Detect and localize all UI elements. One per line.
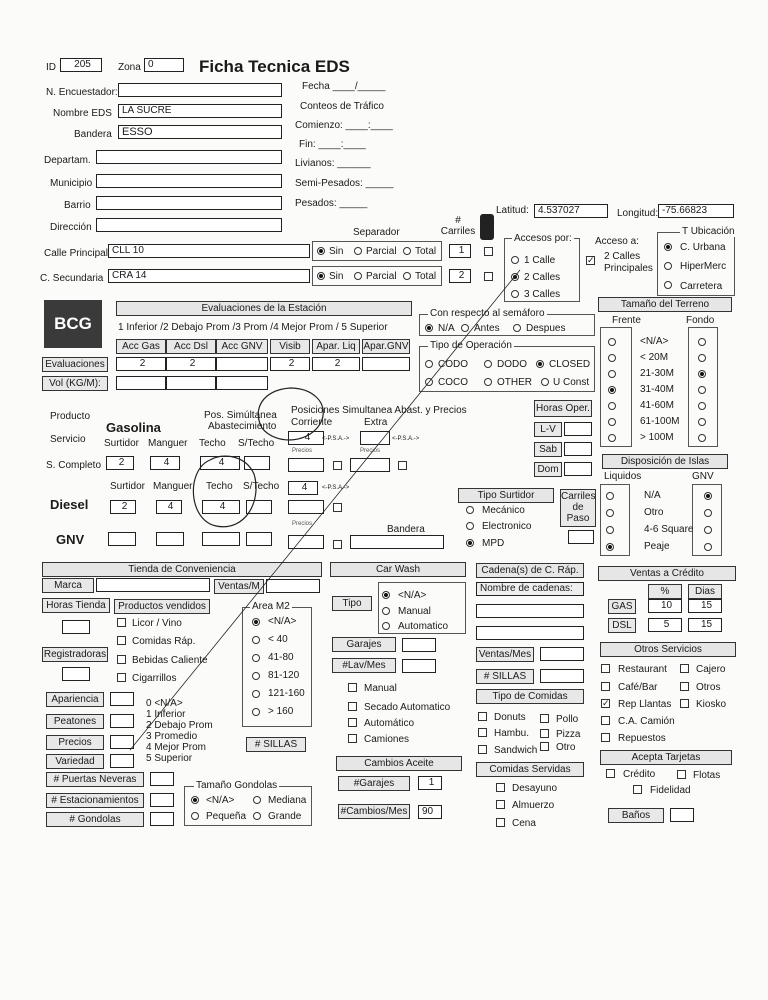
cajero-label: Cajero: [696, 664, 726, 675]
conteos-label: Conteos de Tráfico: [300, 101, 384, 112]
credito-tarjeta-label: Crédito: [623, 769, 656, 780]
nombre-field[interactable]: LA SUCRE: [118, 104, 282, 118]
direccion-label: Dirección: [50, 222, 92, 233]
area-opt-label-5: > 160: [268, 706, 294, 717]
hipermerc-label: HiperMerc: [680, 261, 727, 272]
cafe-label: Café/Bar: [618, 682, 658, 693]
cw-automatico-label: Automático: [364, 718, 415, 729]
apar-gnv-header[interactable]: Apar.GNV: [363, 341, 409, 352]
encuestador-label: N. Encuestador:: [46, 87, 118, 98]
carwash-manual-label: Manual: [398, 606, 431, 617]
evaluaciones-button[interactable]: Evaluaciones: [42, 357, 108, 372]
frente-label: Frente: [612, 315, 641, 326]
dos-calles-checkbox[interactable]: ✓: [587, 255, 595, 265]
psa-label-1: <-P.S.A.->: [322, 436, 350, 442]
registradoras-button[interactable]: Registradoras: [43, 649, 107, 660]
acc-dsl-value[interactable]: 2: [166, 357, 216, 371]
gondolas-title: Tamaño Gondolas: [196, 780, 278, 791]
cw-manual-label: Manual: [364, 683, 397, 694]
variedad-label: Variedad: [46, 754, 104, 769]
acc-gas-header[interactable]: Acc Gas: [116, 339, 166, 354]
puertas-label: # Puertas Neveras: [46, 772, 144, 787]
techo-label-dsl: Techo: [206, 481, 233, 492]
scompleto-label: S. Completo: [46, 460, 102, 471]
flotas-label: Flotas: [693, 770, 721, 781]
tarjetas-title: Acepta Tarjetas: [600, 750, 732, 765]
cadenas-title: Cadena(s) de C. Ráp.: [476, 563, 584, 578]
sin-label-2: Sin: [329, 271, 344, 282]
gas-dias-field[interactable]: 15: [688, 599, 722, 613]
id-label: ID: [46, 62, 56, 73]
terreno-opt-label-1: < 20M: [640, 352, 669, 363]
hambu-label: Hambu.: [494, 728, 530, 739]
ubicacion-title: T Ubicación: [682, 226, 735, 237]
urbana-label: C. Urbana: [680, 242, 726, 253]
gas-credito-label: GAS: [608, 599, 636, 614]
almuerzo-label: Almuerzo: [512, 800, 555, 811]
rep-llantas-label: Rep Llantas: [618, 699, 672, 710]
operacion-title: Tipo de Operación: [430, 340, 512, 351]
manguer-label: Manguer: [148, 438, 188, 449]
terreno-opt-label-3: 31-40M: [640, 384, 674, 395]
fecha-label: Fecha ____/_____: [302, 81, 386, 92]
dsl-credito-label: DSL: [608, 618, 636, 633]
gnv-islas-label: GNV: [692, 471, 714, 482]
surtidor-label: Surtidor: [104, 438, 140, 449]
evaluaciones-title: Evaluaciones de la Estación: [116, 301, 412, 316]
horas-oper-button[interactable]: Horas Oper.: [534, 400, 592, 417]
carriles-principal-field[interactable]: 1: [449, 244, 471, 258]
dsl-dias-field[interactable]: 15: [688, 618, 722, 632]
bebidas-label: Bebidas Caliente: [132, 655, 208, 666]
evaluaciones-scale: 1 Inferior /2 Debajo Prom /3 Prom /4 Mejor Prom / 5 Superior: [118, 322, 388, 333]
cadenas-sillas-label: # SILLAS: [476, 669, 534, 684]
carwash-auto-label: Automatico: [398, 621, 449, 632]
precios-label-3: Precios: [292, 521, 313, 527]
gas-pct-field[interactable]: 10: [648, 599, 682, 613]
ventas-m-label: Ventas/M: [214, 579, 264, 594]
area-opt-label-2: 41-80: [268, 652, 294, 663]
semaforo-na-label: N/A: [438, 323, 455, 334]
carriles-secundaria-field[interactable]: 2: [449, 269, 471, 283]
parcial-label: Parcial: [366, 246, 397, 257]
cw-camiones-label: Camiones: [364, 734, 410, 745]
gondola-na-label: <N/A>: [206, 795, 235, 806]
surtidor-label-dsl: Surtidor: [110, 481, 146, 492]
ventas-mes-label: Ventas/Mes: [476, 647, 534, 662]
islas-opt-label-2: 4-6 Square: [644, 524, 694, 535]
principal-label: Calle Principal: [44, 248, 108, 259]
terreno-opt-label-6: > 100M: [640, 432, 674, 443]
abastecimiento-label: Abastecimiento: [208, 421, 277, 432]
uconst-label: U Const: [553, 377, 590, 388]
depart-label: Departam.: [44, 155, 91, 166]
terreno-opt-label-5: 61-100M: [640, 416, 680, 427]
dsl-pct-field[interactable]: 5: [648, 618, 682, 632]
acc-gas-value[interactable]: 2: [116, 357, 166, 371]
cambios-garajes-label: #Garajes: [338, 776, 410, 791]
cambios-title: Cambios Aceite: [336, 756, 462, 771]
islas-opt-label-3: Peaje: [644, 541, 670, 552]
acceso-1-label: 1 Calle: [524, 255, 556, 266]
tipo-surtidor-title: Tipo Surtidor: [458, 488, 554, 503]
semaforo-despues-label: Despues: [526, 323, 566, 334]
dsl-surtidor-field[interactable]: 2: [110, 500, 136, 514]
apar-liq-header[interactable]: Apar. Liq: [312, 339, 360, 354]
precios-label-1: Precios: [292, 448, 313, 454]
semaforo-title: Con respecto al semáforo: [430, 308, 545, 319]
coco-label: COCO: [438, 377, 468, 388]
dos-calles-label: 2 Calles: [604, 251, 641, 262]
acc-dsl-header[interactable]: Acc Dsl: [166, 339, 216, 354]
visib-value[interactable]: 2: [270, 357, 310, 371]
separador-label: Separador: [353, 227, 400, 238]
barrio-label: Barrio: [64, 200, 91, 211]
mecanico-label: Mecánico: [482, 505, 525, 516]
escala-item-2: 2 Debajo Prom: [146, 720, 213, 731]
closed-label: CLOSED: [549, 359, 591, 370]
zona-label: Zona: [118, 62, 141, 73]
tipo-carwash-button[interactable]: Tipo: [332, 596, 372, 611]
ca-camion-label: C.A. Camión: [618, 716, 675, 727]
gasolina-label: Gasolina: [106, 420, 161, 435]
escala-item-3: 3 Promedio: [146, 731, 198, 742]
fin-label: Fin: ____:____: [299, 139, 366, 150]
escala-item-1: 1 Inferior: [146, 709, 186, 720]
banos-label: Baños: [608, 808, 664, 823]
hand-stroke: [130, 270, 520, 750]
sin-label: Sin: [329, 246, 344, 257]
licor-label: Licor / Vino: [132, 618, 182, 629]
gondola-grande-label: Grande: [268, 811, 302, 822]
semipesados-label: Semi-Pesados: _____: [295, 178, 394, 189]
escala-item-4: 4 Mejor Prom: [146, 742, 207, 753]
pollo-label: Pollo: [556, 714, 579, 725]
area-opt-label-4: 121-160: [268, 688, 305, 699]
corriente-field[interactable]: 4: [288, 431, 324, 445]
gondola-mediana-label: Mediana: [268, 795, 307, 806]
form-title: Ficha Tecnica EDS: [199, 57, 350, 76]
stecho-label-dsl: S/Techo: [243, 481, 280, 492]
pos-sim-label: Pos. Simúltanea: [204, 410, 277, 421]
bandera-field[interactable]: ESSO: [118, 125, 282, 139]
carwash-title: Car Wash: [330, 562, 466, 577]
cambios-mes-field[interactable]: 90: [418, 805, 442, 819]
marca-label: Marca: [42, 578, 94, 593]
carriles-paso-button[interactable]: Carriles de Paso: [560, 489, 596, 527]
escala-item-5: 5 Superior: [146, 753, 193, 764]
other-label: OTHER: [497, 377, 532, 388]
acceso-a-label: Acceso a:: [595, 236, 639, 247]
donuts-label: Donuts: [494, 712, 526, 723]
manguer-label-dsl: Manguer: [153, 481, 193, 492]
restaurant-label: Restaurant: [618, 664, 667, 675]
mpd-label: MPD: [482, 538, 505, 549]
zona-field[interactable]: 0: [144, 58, 184, 72]
desayuno-label: Desayuno: [512, 783, 558, 794]
area-opt-label-3: 81-120: [268, 670, 300, 681]
carretera-label: Carretera: [680, 281, 723, 292]
principal-field[interactable]: CLL 10: [108, 244, 310, 258]
cambios-mes-label: #Cambios/Mes: [338, 804, 410, 819]
garajes-carwash-label: Garajes: [332, 637, 396, 652]
principales-label: Principales: [604, 263, 653, 274]
otros-label: Otros: [696, 682, 721, 693]
techo-label: Techo: [199, 438, 226, 449]
acc-gnv-header[interactable]: Acc GNV: [216, 339, 268, 354]
apariencia-label: Apariencia: [46, 692, 104, 707]
dsl-pos-field[interactable]: 4: [288, 481, 318, 495]
dsl-manguer-field[interactable]: 4: [156, 500, 182, 514]
carriles-label: # Carriles: [440, 215, 476, 237]
fidelidad-label: Fidelidad: [650, 785, 691, 796]
gondola-pequena-label: Pequeña: [206, 811, 247, 822]
sab-label: Sab: [534, 442, 562, 457]
acceso-3-label: 3 Calles: [524, 289, 561, 300]
lv-label: L-V: [534, 422, 562, 437]
estacionamientos-label: # Estacionamientos: [46, 793, 144, 808]
servicios-title: Otros Servicios: [600, 642, 736, 657]
precios-tienda-label: Precios: [46, 735, 104, 750]
longitud-label: Longitud:: [617, 208, 659, 219]
credito-title: Ventas a Crédito: [598, 566, 736, 581]
otro-label: Otro: [556, 742, 576, 753]
municipio-label: Municipio: [50, 178, 93, 189]
repuestos-label: Repuestos: [618, 733, 666, 744]
area-opt-label-1: < 40: [268, 634, 288, 645]
secundaria-field[interactable]: CRA 14: [108, 269, 310, 283]
apar-liq-value[interactable]: 2: [312, 357, 360, 371]
tipo-comidas-title: Tipo de Comidas: [476, 689, 584, 704]
dsl-techo-field[interactable]: 4: [202, 500, 240, 514]
cigarrillos-label: Cigarrillos: [132, 673, 177, 684]
extra-label: Extra: [364, 417, 388, 428]
servicio-label: Servicio: [50, 434, 86, 445]
fondo-label: Fondo: [686, 315, 715, 326]
carwash-na-label: <N/A>: [398, 590, 427, 601]
nombre-cadenas-label: Nombre de cadenas:: [476, 582, 584, 596]
lav-mes-label: #Lav/Mes: [332, 658, 396, 673]
area-title: Area M2: [252, 601, 290, 612]
comidas-rap-label: Comidas Ráp.: [132, 636, 196, 647]
stecho-label: S/Techo: [238, 438, 275, 449]
cw-secado-label: Secado Automatico: [364, 702, 451, 713]
rep-llantas-checkbox[interactable]: ✓: [602, 698, 610, 708]
dias-header: Dias: [688, 584, 722, 599]
pct-header: %: [648, 584, 682, 599]
secundaria-label: C. Secundaria: [40, 273, 104, 284]
islas-opt-label-1: Otro: [644, 507, 664, 518]
terreno-title: Tamaño del Terreno: [598, 297, 732, 312]
cambios-garajes-field[interactable]: 1: [418, 776, 442, 790]
cena-label: Cena: [512, 818, 536, 829]
latitud-label: Latitud:: [496, 205, 529, 216]
electronico-label: Electronico: [482, 521, 532, 532]
area-opt-label-0: <N/A>: [268, 616, 297, 627]
hand-circle-2: [193, 456, 256, 527]
kiosko-label: Kiosko: [696, 699, 727, 710]
hand-circle-1: [258, 388, 323, 440]
bcg-logo: BCG: [44, 300, 102, 348]
liquidos-label: Liquidos: [604, 471, 642, 482]
islas-title: Disposición de Islas: [602, 454, 728, 469]
precios-label-2: Precios: [360, 448, 381, 454]
bandera-producto-label: Bandera: [387, 524, 425, 535]
vol-button[interactable]: Vol (KG/M):: [42, 376, 108, 391]
sandwich-label: Sandwich: [494, 745, 538, 756]
dodo-label: DODO: [497, 359, 527, 370]
comidas-servidas-title: Comidas Servidas: [476, 762, 584, 777]
gondolas-label: # Gondolas: [46, 812, 144, 827]
visib-header[interactable]: Visib: [270, 339, 310, 354]
producto-label: Producto: [50, 411, 91, 422]
corriente-label: Corriente: [291, 417, 333, 428]
comienzo-label: Comienzo: ____:____: [295, 120, 393, 131]
tienda-title: Tienda de Conveniencia: [42, 562, 322, 577]
peatones-label: Peatones: [46, 714, 104, 729]
gas-techo-field[interactable]: 4: [200, 456, 240, 470]
terreno-opt-label-0: <N/A>: [640, 336, 669, 347]
id-field[interactable]: 205: [60, 58, 102, 72]
pizza-label: Pizza: [556, 729, 581, 740]
longitud-field[interactable]: -75.66823: [658, 204, 734, 218]
total-label: Total: [415, 246, 437, 257]
pesados-label: Pesados: _____: [295, 198, 368, 209]
terreno-opt-label-2: 21-30M: [640, 368, 674, 379]
productos-vendidos-button[interactable]: Productos vendidos: [114, 599, 210, 614]
semaforo-antes-label: Antes: [474, 323, 500, 334]
psa-label-2: <-P.S.A.->: [392, 436, 420, 442]
islas-opt-label-0: N/A: [644, 490, 661, 501]
terreno-opt-label-4: 41-60M: [640, 400, 674, 411]
horas-tienda-button[interactable]: Horas Tienda: [42, 598, 110, 613]
accesos-title: Accesos por:: [514, 233, 572, 244]
diesel-label: Diesel: [50, 497, 89, 512]
gas-manguer-field[interactable]: 4: [150, 456, 180, 470]
tienda-sillas-button[interactable]: # SILLAS: [246, 737, 306, 752]
bandera-label: Bandera: [74, 129, 112, 140]
nombre-label: Nombre EDS: [53, 108, 112, 119]
gas-surtidor-field[interactable]: 2: [106, 456, 134, 470]
latitud-field[interactable]: 4.537027: [534, 204, 608, 218]
total-label-2: Total: [415, 271, 437, 282]
escala-item-0: 0 <N/A>: [146, 698, 183, 709]
codo-label: CODO: [438, 359, 468, 370]
psa-label-3: <-P.S.A.->: [322, 485, 350, 491]
acceso-2-label: 2 Calles: [524, 272, 561, 283]
parcial-label-2: Parcial: [366, 271, 397, 282]
posiciones-label: Posiciones Simultanea Abast. y Precios: [291, 405, 467, 416]
livianos-label: Livianos: ______: [295, 158, 371, 169]
gnv-label: GNV: [56, 532, 85, 547]
dom-label: Dom: [534, 462, 562, 477]
